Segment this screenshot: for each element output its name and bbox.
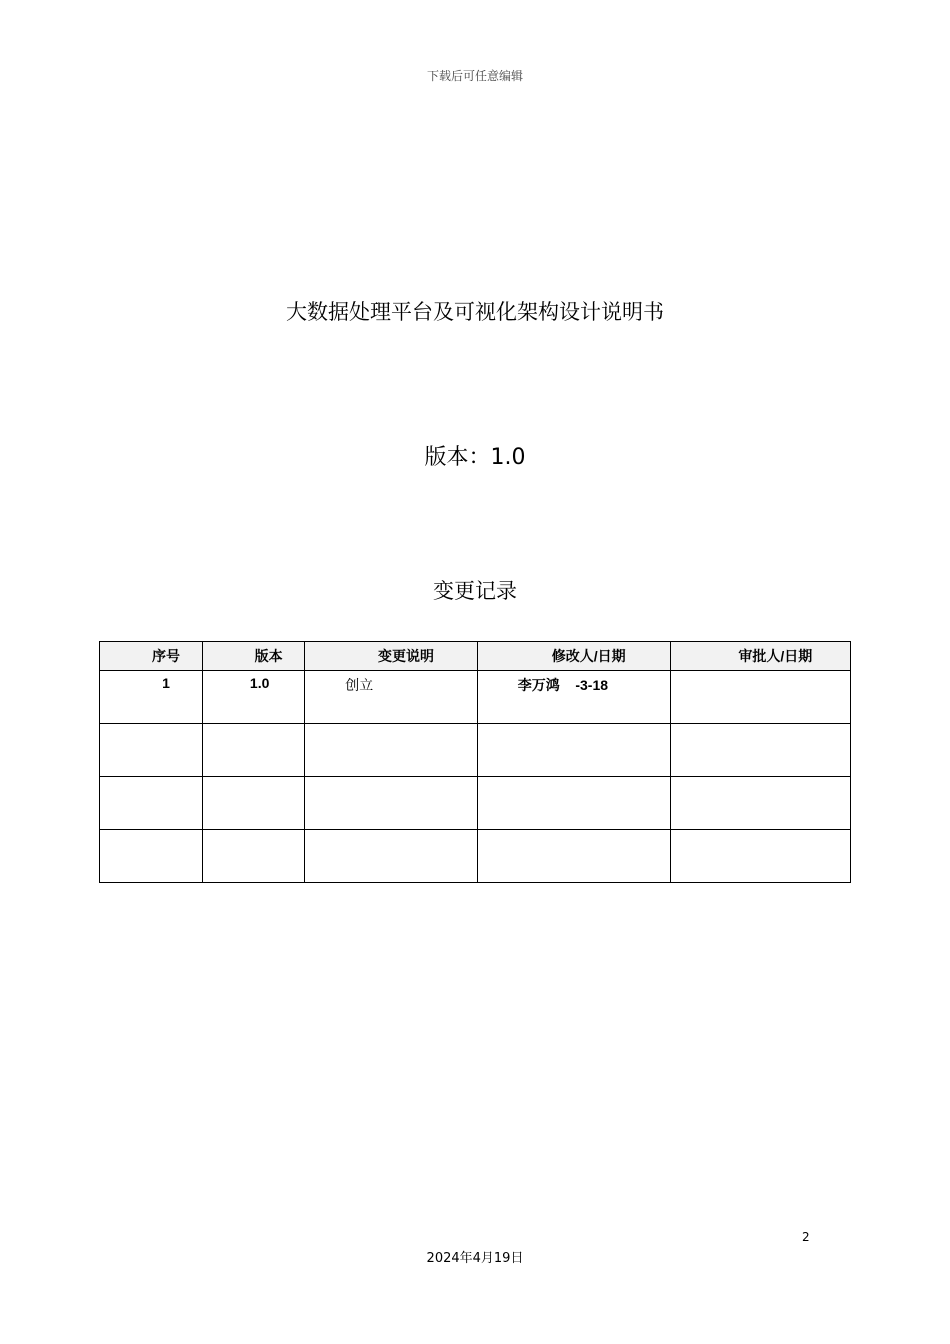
- header-cell-description: 变更说明: [305, 642, 478, 671]
- table-cell: [100, 830, 203, 883]
- footer-date: 2024年4月19日: [426, 1251, 524, 1266]
- table-cell: [477, 830, 670, 883]
- table-cell: [305, 724, 478, 777]
- table-cell: [670, 777, 850, 830]
- change-log-table: [99, 641, 851, 883]
- table-row: [100, 671, 851, 724]
- table-cell: [203, 830, 305, 883]
- page-number: 2: [802, 1230, 810, 1244]
- table-cell: 1: [100, 671, 203, 724]
- table-cell: [670, 724, 850, 777]
- section-title: 变更记录: [433, 579, 517, 603]
- table-cell: [203, 777, 305, 830]
- table-cell: [670, 671, 850, 724]
- header-cell-approver-date: 审批人/日期: [670, 642, 850, 671]
- table-cell: [670, 830, 850, 883]
- header-cell-version: 版本: [203, 642, 305, 671]
- table-cell: [100, 777, 203, 830]
- header-cell-modifier-date: 修改人/日期: [477, 642, 670, 671]
- header-cell-index: 序号: [100, 642, 203, 671]
- table-row: [100, 830, 851, 883]
- table-cell: 李万鸿 -3-18: [477, 671, 670, 724]
- table-cell: 创立: [305, 671, 478, 724]
- version-line: 版本：1.0: [424, 445, 526, 470]
- table-cell: [477, 724, 670, 777]
- table-cell: [477, 777, 670, 830]
- table-cell: [203, 724, 305, 777]
- table-cell: [100, 724, 203, 777]
- table-header-row: [100, 642, 851, 671]
- table-row: [100, 777, 851, 830]
- table-cell: [305, 777, 478, 830]
- table-row: [100, 724, 851, 777]
- document-title: 大数据处理平台及可视化架构设计说明书: [286, 300, 664, 324]
- header-note: 下载后可任意编辑: [426, 69, 523, 83]
- table-cell: [305, 830, 478, 883]
- table-cell: 1.0: [203, 671, 305, 724]
